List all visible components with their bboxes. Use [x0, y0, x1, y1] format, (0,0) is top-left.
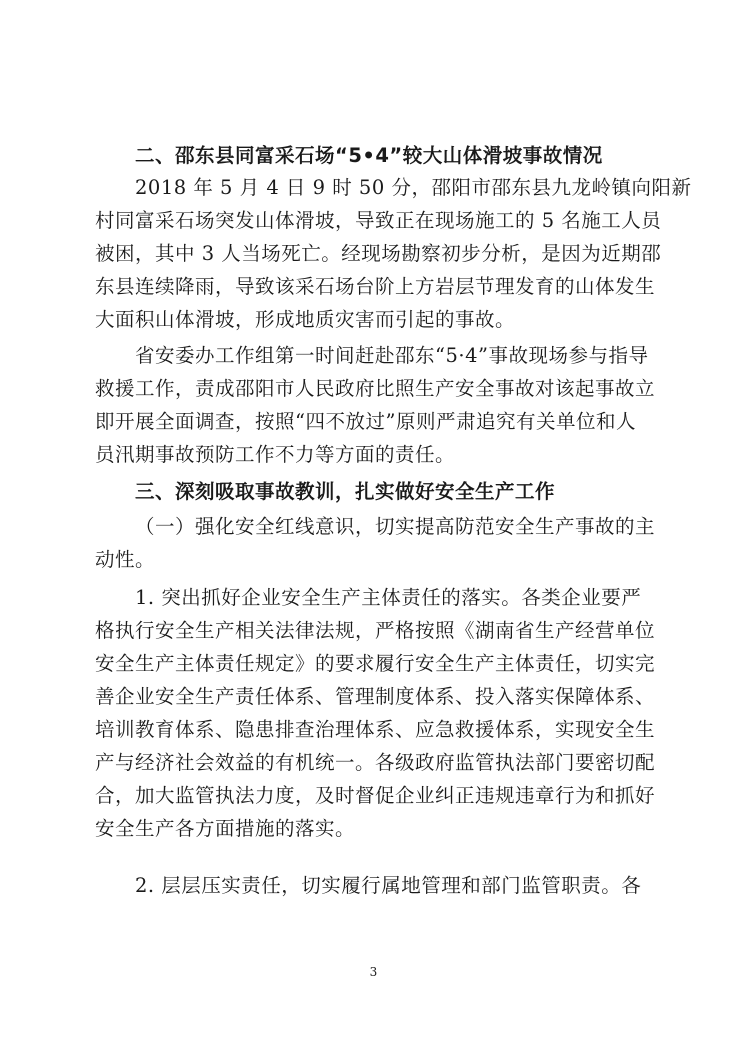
paragraph-line: 安全生产主体责任规定》的要求履行安全生产主体责任，切实完: [95, 652, 656, 675]
paragraph-line: 1. 突出抓好企业安全生产主体责任的落实。各类企业要严: [135, 586, 642, 609]
paragraph-line: 救援工作，责成邵阳市人民政府比照生产安全事故对该起事故立: [95, 377, 656, 400]
section-2-heading: 二、邵东县同富采石场“5•4”较大山体滑坡事故情况: [135, 144, 603, 167]
paragraph-line: 东县连续降雨，导致该采石场台阶上方岩层节理发育的山体发生: [95, 275, 656, 298]
subheading-line: （一）强化安全红线意识，切实提高防范安全生产事故的主: [135, 515, 656, 538]
paragraph-line: 被困，其中 3 人当场死亡。经现场勘察初步分析，是因为近期邵: [95, 242, 662, 265]
paragraph-line: 省安委办工作组第一时间赶赴邵东“5·4”事故现场参与指导: [135, 344, 649, 367]
paragraph-line: 大面积山体滑坡，形成地质灾害而引起的事故。: [95, 308, 516, 331]
paragraph-line: 产与经济社会效益的有机统一。各级政府监管执法部门要密切配: [95, 751, 656, 774]
paragraph-line: 格执行安全生产相关法律法规，严格按照《湖南省生产经营单位: [95, 619, 656, 642]
paragraph-line: 安全生产各方面措施的落实。: [95, 817, 356, 840]
paragraph-line: 员汛期事故预防工作不力等方面的责任。: [95, 443, 456, 466]
subheading-line: 动性。: [95, 548, 156, 571]
section-3-heading: 三、深刻吸取事故教训，扎实做好安全生产工作: [135, 480, 556, 503]
paragraph-line: 2. 层层压实责任，切实履行属地管理和部门监管职责。各: [135, 874, 642, 897]
paragraph-line: 善企业安全生产责任体系、管理制度体系、投入落实保障体系、: [95, 685, 656, 708]
paragraph-line: 2018 年 5 月 4 日 9 时 50 分，邵阳市邵东县九龙岭镇向阳新: [135, 176, 692, 199]
paragraph-line: 培训教育体系、隐患排查治理体系、应急救援体系，实现安全生: [95, 718, 656, 741]
page-number: 3: [369, 965, 378, 979]
paragraph-line: 即开展全面调查，按照“四不放过”原则严肃追究有关单位和人: [95, 410, 636, 433]
paragraph-line: 合，加大监管执法力度，及时督促企业纠正违规违章行为和抓好: [95, 784, 656, 807]
paragraph-line: 村同富采石场突发山体滑坡，导致正在现场施工的 5 名施工人员: [95, 209, 662, 232]
